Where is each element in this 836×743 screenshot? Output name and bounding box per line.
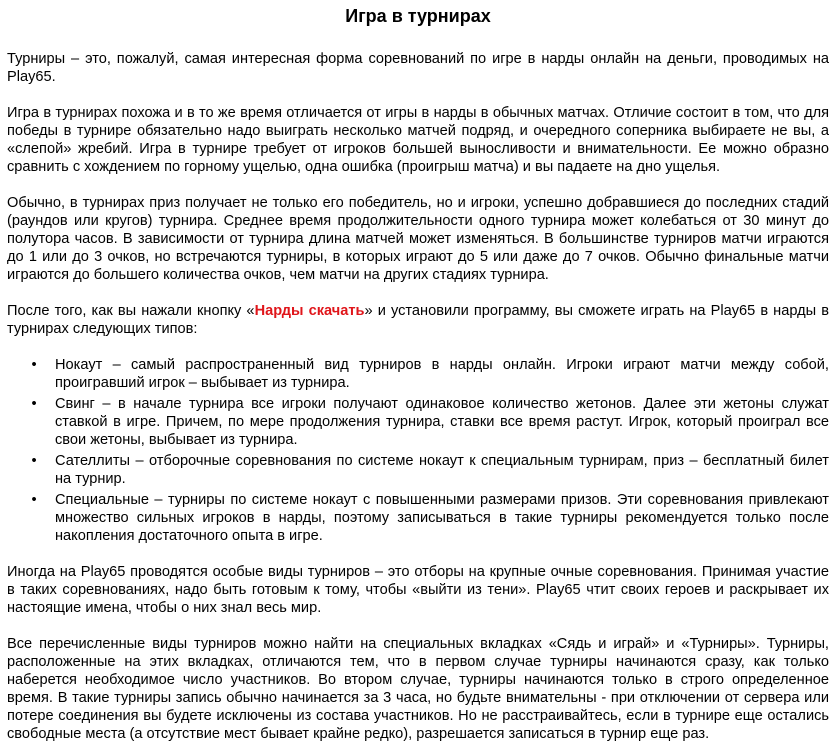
list-item (31, 395, 829, 449)
download-text-after: » и установили программу, вы сможете играть на Play65 в нарды в турнирах следующих типов: (7, 303, 829, 337)
paragraph-special-events: Иногда на Play65 проводятся особые виды турниров – это отборы на крупные очные соревнования. Принимая участие в таких соревнованиях, надо быть готовым к тому, чтобы «выйти из тени». Play65 чтит своих героев и раскрывает их настоящие имена, чтобы о них знал весь мир. (7, 564, 829, 616)
intro-paragraph: Турниры – это, пожалуй, самая интересная форма соревнований по игре в нарды онлайн на деньги, проводимых на Play65. (7, 51, 829, 85)
bullet-icon: • (31, 396, 37, 412)
list-item-text: Сателлиты – отборочные соревнования по системе нокаут к специальным турнирам, приз – бесплатный билет на турнир. (55, 453, 829, 487)
page-title: Игра в турнирах (345, 6, 491, 26)
bullet-icon: • (31, 357, 37, 373)
bullet-icon: • (31, 453, 37, 469)
paragraph-prizes: Обычно, в турнирах приз получает не только его победитель, но и игроки, успешно добравшиеся до последних стадий (раундов или кругов) турнира. Среднее время продолжительности одного турнира может колебаться от 30 минут до полутора часов. В зависимости от турнира длина матчей может изменяться. В большинстве турниров матчи играются до 1 или до 3 очков, но встречаются турниры, в которых играют до 5 или даже до 7 очков. Обычно финальные матчи играются до большего количества очков, чем матчи на других стадиях турнира. (7, 195, 829, 283)
list-item-text: Специальные – турниры по системе нокаут с повышенными размерами призов. Эти соревнования привлекают множество сильных игроков в нарды, поэтому записываться в такие турниры рекомендуется только после накопления достаточного опыта в игре. (55, 492, 829, 544)
download-text-before: После того, как вы нажали кнопку « (7, 303, 255, 319)
download-backgammon-link[interactable]: Нарды скачать (254, 303, 365, 319)
list-item-text: Свинг – в начале турнира все игроки получают одинаковое количество жетонов. Далее эти жетоны служат ставкой в игре. Причем, по мере продолжения турнира, ставки все время растут. Игрок, который проиграл все свои жетоны, выбывает из турнира. (55, 396, 829, 448)
bullet-icon: • (31, 492, 37, 508)
list-item-text: Нокаут – самый распространенный вид турниров в нарды онлайн. Игроки играют матчи между собой, проигравший игрок – выбывает из турнира. (55, 357, 829, 391)
list-item (31, 452, 829, 488)
tournament-types-list (7, 356, 829, 545)
paragraph-tabs: Все перечисленные виды турниров можно найти на специальных вкладках «Сядь и играй» и «Турниры». Турниры, расположенные на этих вкладках, отличаются тем, что в первом случае турниры начинаются сразу, как только наберется необходимое число участников. Во втором случае, турниры начинаются только в строго определенное время. В такие турниры запись обычно начинается за 3 часа, но будьте внимательны - при отключении от сервера или потере соединения вы будете исключены из состава участников. Но не расстраивайтесь, если в турнире еще остались свободные места (а отсутствие мест бывает крайне редко), разрешается записаться в турнир еще раз. (7, 636, 829, 742)
paragraph-download (7, 302, 829, 338)
list-item (31, 356, 829, 392)
paragraph-comparison: Игра в турнирах похожа и в то же время отличается от игры в нарды в обычных матчах. Отличие состоит в том, что для победы в турнире обязательно надо выиграть несколько матчей подряд, и очередного соперника выбираете не вы, а «слепой» жребий. Игра в турнире требует от игроков большей выносливости и внимательности. Ее можно образно сравнить с хождением по горному ущелью, одна ошибка (проигрыш матча) и вы падаете на дно ущелья. (7, 105, 829, 175)
list-item (31, 491, 829, 545)
